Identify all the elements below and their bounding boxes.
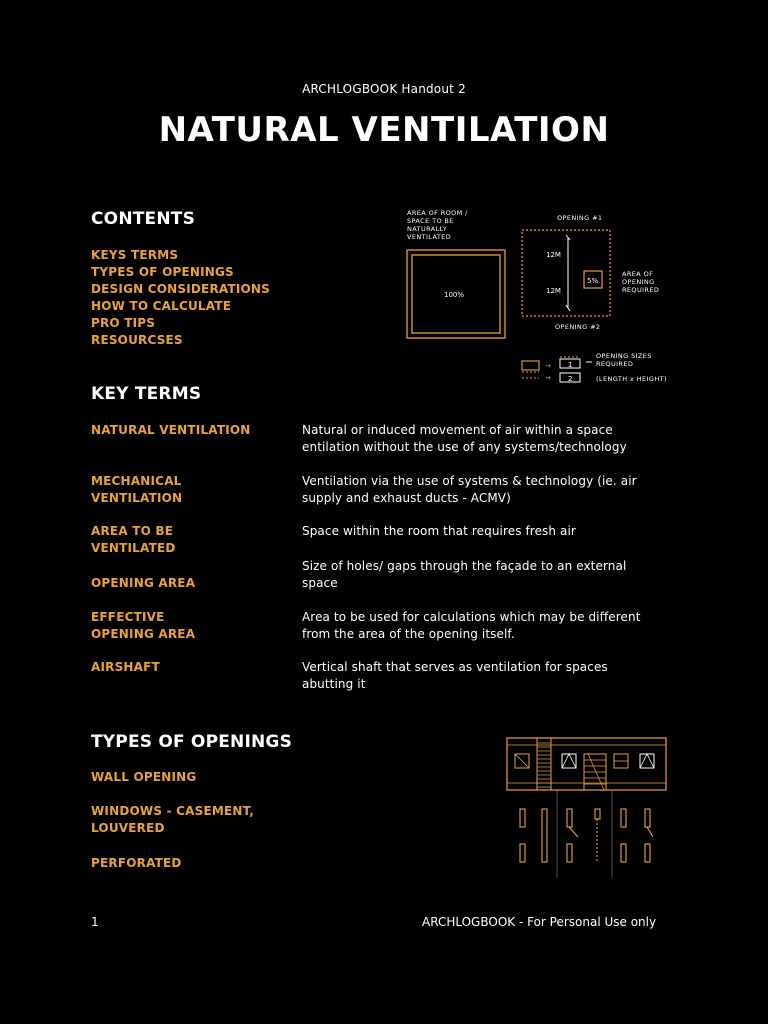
definition-natural-ventilation: Natural or induced movement of air within a space entilation without the use of any systems/technology bbox=[302, 423, 627, 454]
opening-percent: 5% bbox=[587, 277, 599, 285]
definition-mechanical-ventilation: Ventilation via the use of systems & technology (ie. air supply and exhaust ducts - ACMV) bbox=[302, 474, 637, 505]
contents-list bbox=[91, 247, 270, 349]
opening-1-label: OPENING #1 bbox=[557, 214, 603, 222]
contents-item-design-considerations[interactable]: DESIGN CONSIDERATIONS bbox=[91, 282, 270, 296]
length-height-label: (LENGTH x HEIGHT) bbox=[596, 375, 667, 383]
handout-subtitle: ARCHLOGBOOK Handout 2 bbox=[302, 82, 466, 96]
term-natural-ventilation: NATURAL VENTILATION bbox=[91, 423, 251, 437]
area-label-line: OPENING bbox=[622, 278, 655, 286]
opening-2-label: OPENING #2 bbox=[555, 323, 601, 331]
room-label-line: AREA OF ROOM / bbox=[407, 209, 468, 217]
contents-item-pro-tips[interactable]: PRO TIPS bbox=[91, 316, 156, 330]
opening-sections bbox=[520, 809, 653, 862]
opening-area-diagram bbox=[400, 200, 690, 390]
page-title: NATURAL VENTILATION bbox=[158, 110, 610, 150]
definition-area-to-be-ventilated: Space within the room that requires fresh air bbox=[302, 524, 576, 538]
room-label-line: VENTILATED bbox=[407, 233, 452, 241]
dimension-label: 12M bbox=[546, 251, 561, 259]
dimension-label: 12M bbox=[546, 287, 561, 295]
definition-opening-area: Size of holes/ gaps through the façade to an external space bbox=[302, 559, 627, 590]
contents-item-how-to-calculate[interactable]: HOW TO CALCULATE bbox=[91, 299, 232, 313]
opening-type-wall: WALL OPENING bbox=[91, 770, 197, 784]
contents-heading: CONTENTS bbox=[91, 209, 196, 229]
key-terms-heading: KEY TERMS bbox=[91, 384, 202, 404]
sizes-label-line: OPENING SIZES bbox=[596, 352, 652, 360]
definition-effective-opening-area: Area to be used for calculations which may be different from the area of the opening itself. bbox=[302, 610, 641, 641]
svg-text:→: → bbox=[545, 374, 551, 382]
area-label-line: AREA OF bbox=[622, 270, 654, 278]
term-airshaft: AIRSHAFT bbox=[91, 660, 160, 674]
sizes-label-line: REQUIRED bbox=[596, 360, 634, 368]
opening-sizes-group bbox=[522, 352, 667, 383]
term-opening-area: OPENING AREA bbox=[91, 576, 196, 590]
opening-type-windows: WINDOWS - CASEMENT, LOUVERED bbox=[91, 804, 255, 835]
opening-type-perforated: PERFORATED bbox=[91, 856, 182, 870]
svg-text:→: → bbox=[545, 362, 551, 370]
contents-item-key-terms[interactable]: KEYS TERMS bbox=[91, 248, 179, 262]
room-label-line: NATURALLY bbox=[407, 225, 448, 233]
opening-rectangle bbox=[522, 230, 610, 316]
term-area-to-be-ventilated: AREA TO BE VENTILATED bbox=[91, 524, 176, 555]
term-effective-opening-area: EFFECTIVE OPENING AREA bbox=[91, 610, 196, 641]
room-percent: 100% bbox=[444, 291, 465, 299]
types-of-openings-heading: TYPES OF OPENINGS bbox=[91, 732, 293, 752]
facade-openings-diagram bbox=[500, 733, 675, 878]
opening-size-box-2: 2 bbox=[568, 375, 573, 383]
page-number: 1 bbox=[91, 915, 99, 929]
term-mechanical-ventilation: MECHANICAL VENTILATION bbox=[91, 474, 183, 505]
footer-note: ARCHLOGBOOK - For Personal Use only bbox=[422, 915, 657, 929]
opening-size-box-1: 1 bbox=[568, 361, 573, 369]
room-label-line: SPACE TO BE bbox=[407, 217, 454, 225]
contents-item-resources[interactable]: RESOURCSES bbox=[91, 333, 183, 347]
airshaft-hatch bbox=[537, 738, 551, 790]
definition-airshaft: Vertical shaft that serves as ventilation for spaces abutting it bbox=[302, 660, 608, 691]
contents-item-types-of-openings[interactable]: TYPES OF OPENINGS bbox=[91, 265, 234, 279]
area-label-line: REQUIRED bbox=[622, 286, 660, 294]
